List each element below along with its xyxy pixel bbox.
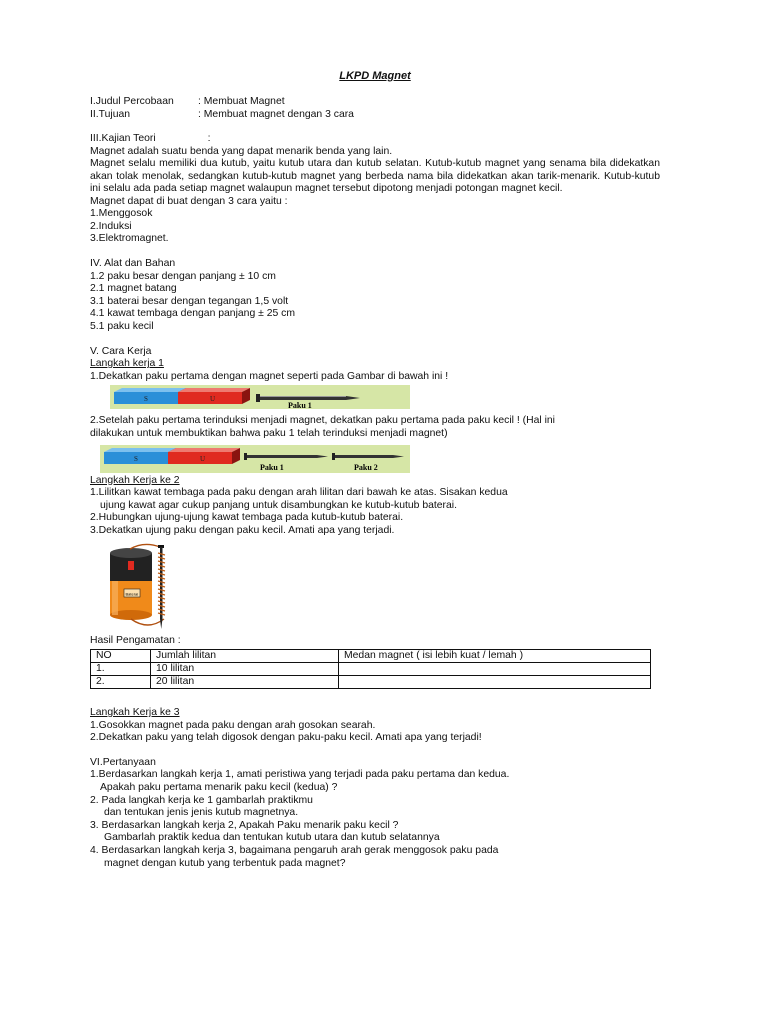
figure-magnet-paku1-paku2	[90, 441, 660, 475]
question-line: Apakah paku pertama menarik paku kecil (kedua) ?	[100, 782, 338, 794]
kajian-paragraph-2: Magnet selalu memiliki dua kutub, yaitu kutub utara dan kutub selatan. Kutub-kutub magnet yang senama bila didekatkan akan tolak menolak, sedangkan kutub-kutub magnet yang berbeda nama bila didekatkan akan tarik-menarik. Kutub-kutub ini selalu ada pada setiap magnet walaupun magnet tersebut dipotong menjadi potongan magnet kecil.	[90, 158, 660, 195]
step3-line: 2.Dekatkan paku yang telah digosok dengan paku-paku kecil. Amati apa yang terjadi!	[90, 732, 482, 744]
step3-line: 1.Gosokkan magnet pada paku dengan arah gosokan searah.	[90, 719, 376, 731]
nail-2-label: Paku 2	[354, 462, 378, 472]
nail-1-label: Paku 1	[260, 462, 284, 472]
header-value: : Membuat magnet dengan 3 cara	[198, 108, 354, 120]
observation-table	[90, 649, 651, 689]
alat-item: 1.2 paku besar dengan panjang ± 10 cm	[90, 270, 276, 282]
step1-line-2b: dilakukan untuk membuktikan bahwa paku 1 telah terinduksi menjadi magnet)	[90, 427, 448, 439]
step2-line: ujung kawat agar cukup panjang untuk disambungkan ke kutub-kutub baterai.	[100, 499, 457, 511]
table-header-cell: Jumlah lilitan	[151, 650, 339, 663]
alat-item: 5.1 paku kecil	[90, 320, 154, 332]
figure-magnet-paku1-svg	[110, 385, 410, 409]
step3-heading: Langkah Kerja ke 3	[90, 707, 180, 719]
question-line: 2. Pada langkah kerja ke 1 gambarlah praktikmu	[90, 794, 313, 806]
way-item: 2.Induksi	[90, 220, 132, 232]
kajian-paragraph-3: Magnet dapat di buat dengan 3 cara yaitu :	[90, 195, 288, 207]
question-line: dan tentukan jenis jenis kutub magnetnya.	[104, 807, 299, 819]
table-cell: 2.	[91, 676, 151, 689]
section-heading-kajian: III.Kajian Teori :	[90, 133, 211, 145]
section-heading-cara: V. Cara Kerja	[90, 345, 152, 357]
question-line: Gambarlah praktik kedua dan tentukan kutub utara dan kutub selatannya	[104, 832, 440, 844]
step1-line-1: 1.Dekatkan paku pertama dengan magnet seperti pada Gambar di bawah ini !	[90, 370, 449, 382]
table-cell: 20 lilitan	[151, 676, 339, 689]
magnet-s-label: S	[144, 395, 148, 404]
document-page	[90, 70, 660, 870]
battery-label: Baterai	[125, 591, 139, 597]
alat-item: 2.1 magnet batang	[90, 283, 177, 295]
step1-line-2a: 2.Setelah paku pertama terinduksi menjadi magnet, dekatkan paku pertama pada paku kecil ! (Hal ini	[90, 415, 555, 427]
table-cell: 1.	[91, 663, 151, 676]
table-header-row	[91, 650, 651, 663]
alat-item: 3.1 baterai besar dengan tegangan 1,5 volt	[90, 295, 289, 307]
header-label: II.Tujuan	[90, 108, 131, 120]
header-row-judul	[90, 96, 660, 109]
hasil-heading: Hasil Pengamatan :	[90, 635, 181, 647]
table-cell-input[interactable]	[339, 663, 651, 676]
way-item: 1.Menggosok	[90, 208, 153, 220]
question-line: 1.Berdasarkan langkah kerja 1, amati peristiwa yang terjadi pada paku pertama dan kedua.	[90, 769, 510, 781]
header-label: I.Judul Percobaan	[90, 96, 174, 107]
magnet-u-label: U	[200, 454, 206, 463]
step2-line: 1.Lilitkan kawat tembaga pada paku dengan arah lilitan dari bawah ke atas. Sisakan kedua	[90, 487, 508, 499]
question-line: 4. Berdasarkan langkah kerja 3, bagaimana pengaruh arah gerak menggosok paku pada	[90, 845, 499, 856]
section-heading-alat: IV. Alat dan Bahan	[90, 257, 176, 269]
magnet-s-label: S	[134, 454, 138, 463]
magnet-u-label: U	[210, 395, 216, 404]
table-header-cell: Medan magnet ( isi lebih kuat / lemah )	[339, 650, 651, 663]
way-item: 3.Elektromagnet.	[90, 233, 169, 245]
figure-magnet-paku1-paku2-svg	[100, 445, 410, 473]
figure-elektromagnet	[90, 537, 660, 635]
step2-line: 2.Hubungkan ujung-ujung kawat tembaga pada kutub-kutub baterai.	[90, 512, 404, 524]
section-heading-pertanyaan: VI.Pertanyaan	[90, 756, 156, 768]
header-value: : Membuat Magnet	[198, 96, 285, 107]
document-title: LKPD Magnet	[339, 70, 411, 82]
table-header-cell: NO	[91, 650, 151, 663]
question-line: 3. Berdasarkan langkah kerja 2, Apakah Paku menarik paku kecil ?	[90, 819, 399, 831]
step1-heading: Langkah kerja 1	[90, 358, 164, 370]
figure-magnet-paku1	[90, 383, 660, 409]
table-cell-input[interactable]	[339, 676, 651, 689]
battery-nail-illustration	[104, 539, 194, 633]
step2-line: 3.Dekatkan ujung paku dengan paku kecil. Amati apa yang terjadi.	[90, 524, 395, 536]
table-row	[91, 663, 651, 676]
table-cell: 10 lilitan	[151, 663, 339, 676]
step2-heading: Langkah Kerja ke 2	[90, 474, 180, 486]
kajian-paragraph-1: Magnet adalah suatu benda yang dapat menarik benda yang lain.	[90, 145, 393, 157]
alat-item: 4.1 kawat tembaga dengan panjang ± 25 cm	[90, 308, 295, 320]
question-line: magnet dengan kutub yang terbentuk pada magnet?	[104, 857, 346, 869]
table-row	[91, 676, 651, 689]
nail-1-label: Paku 1	[288, 401, 312, 410]
header-row-tujuan	[90, 109, 660, 122]
